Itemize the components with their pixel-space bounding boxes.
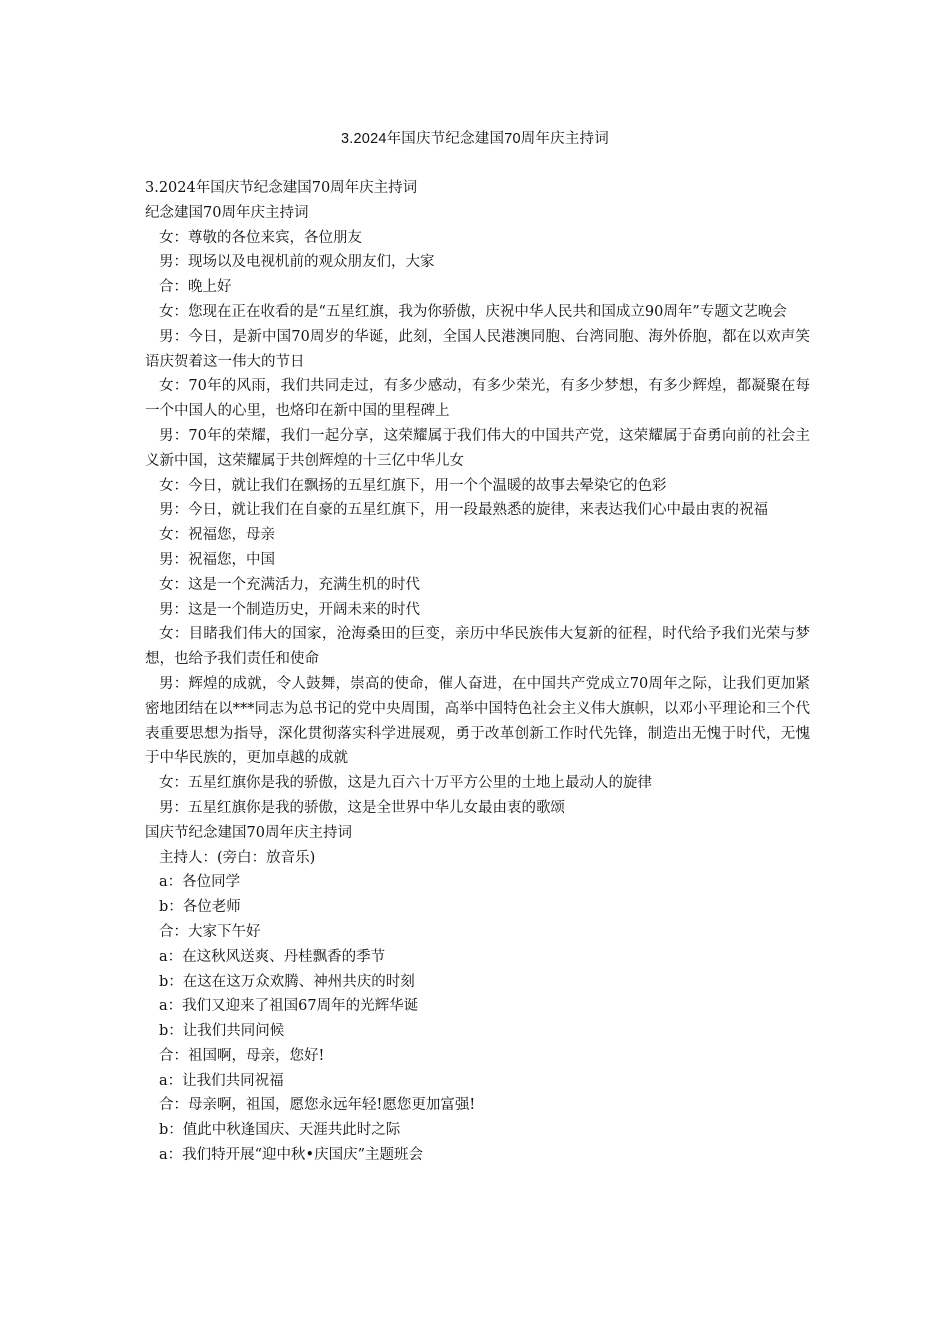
paragraph: 男：70年的荣耀，我们一起分享，这荣耀属于我们伟大的中国共产党，这荣耀属于奋勇向前的社会主义新中国，这荣耀属于共创辉煌的十三亿中华儿女: [145, 427, 810, 469]
paragraph: 国庆节纪念建国70周年庆主持词: [145, 824, 352, 841]
paragraph: b：让我们共同问候: [159, 1023, 285, 1040]
paragraph: 合：大家下午好: [159, 923, 261, 940]
paragraph: 纪念建国70周年庆主持词: [145, 204, 309, 221]
paragraph: 主持人：(旁白：放音乐): [159, 849, 316, 866]
paragraph: 女：这是一个充满活力，充满生机的时代: [159, 576, 420, 593]
paragraph: 女：今日，就让我们在飘扬的五星红旗下，用一个个温暖的故事去晕染它的色彩: [159, 477, 667, 494]
paragraph: 女：五星红旗你是我的骄傲，这是九百六十万平方公里的土地上最动人的旋律: [159, 775, 652, 792]
paragraph: 女：祝福您，母亲: [159, 527, 275, 544]
paragraph: a：我们特开展“迎中秋•庆国庆”主题班会: [159, 1147, 424, 1164]
paragraph: 合：母亲啊，祖国，愿您永远年轻!愿您更加富强!: [159, 1097, 476, 1114]
paragraph: a：让我们共同祝福: [159, 1072, 284, 1089]
paragraph: b：值此中秋逢国庆、天涯共此时之际: [159, 1122, 401, 1139]
paragraph: a：在这秋风送爽、丹桂飘香的季节: [159, 948, 386, 965]
page-title: 3.2024年国庆节纪念建国70周年庆主持词: [341, 131, 609, 147]
paragraph: a：各位同学: [159, 874, 241, 891]
paragraph: 女：目睹我们伟大的国家，沧海桑田的巨变，亲历中华民族伟大复新的征程，时代给予我们光荣与梦想，也给予我们责任和使命: [145, 626, 810, 668]
paragraph: 3.2024年国庆节纪念建国70周年庆主持词: [145, 180, 418, 196]
paragraph: 男：这是一个制造历史，开阔未来的时代: [159, 601, 420, 618]
paragraph: b：在这在这万众欢腾、神州共庆的时刻: [159, 973, 415, 990]
paragraph: 男：今日，是新中国70周岁的华诞，此刻，全国人民港澳同胞、台湾同胞、海外侨胞，都在以欢声笑语庆贺着这一伟大的节日: [145, 328, 810, 370]
paragraph: 男：辉煌的成就，令人鼓舞，崇高的使命，催人奋进，在中国共产党成立70周年之际，让我们更加紧密地团结在以***同志为总书记的党中央周围，高举中国特色社会主义伟大旗帜，以邓小平理论和三个代表重要思想为指导，深化贯彻落实科学进展观，勇于改革创新工作时代先锋，制造出无愧于时代，无愧于中华民族的，更加卓越的成就: [145, 675, 810, 767]
paragraph: 男：今日，就让我们在自豪的五星红旗下，用一段最熟悉的旋律，来表达我们心中最由衷的祝福: [159, 502, 768, 519]
paragraph: 男：祝福您，中国: [159, 551, 275, 568]
paragraph: a：我们又迎来了祖国67周年的光辉华诞: [159, 998, 419, 1015]
paragraph: 女：尊敬的各位来宾，各位朋友: [159, 229, 362, 246]
paragraph: 合：祖国啊，母亲，您好!: [159, 1047, 325, 1064]
paragraph: 男：五星红旗你是我的骄傲，这是全世界中华儿女最由衷的歌颂: [159, 799, 565, 816]
paragraph: b：各位老师: [159, 899, 241, 916]
document-body: [145, 176, 810, 1168]
paragraph: 合：晚上好: [159, 279, 232, 296]
paragraph: 女：70年的风雨，我们共同走过，有多少感动，有多少荣光，有多少梦想，有多少辉煌，都凝聚在每一个中国人的心里，也烙印在新中国的里程碑上: [145, 378, 810, 420]
paragraph: 男：现场以及电视机前的观众朋友们，大家: [159, 254, 435, 271]
paragraph: 女：您现在正在收看的是“五星红旗，我为你骄傲，庆祝中华人民共和国成立90周年”专题文艺晚会: [159, 303, 787, 320]
